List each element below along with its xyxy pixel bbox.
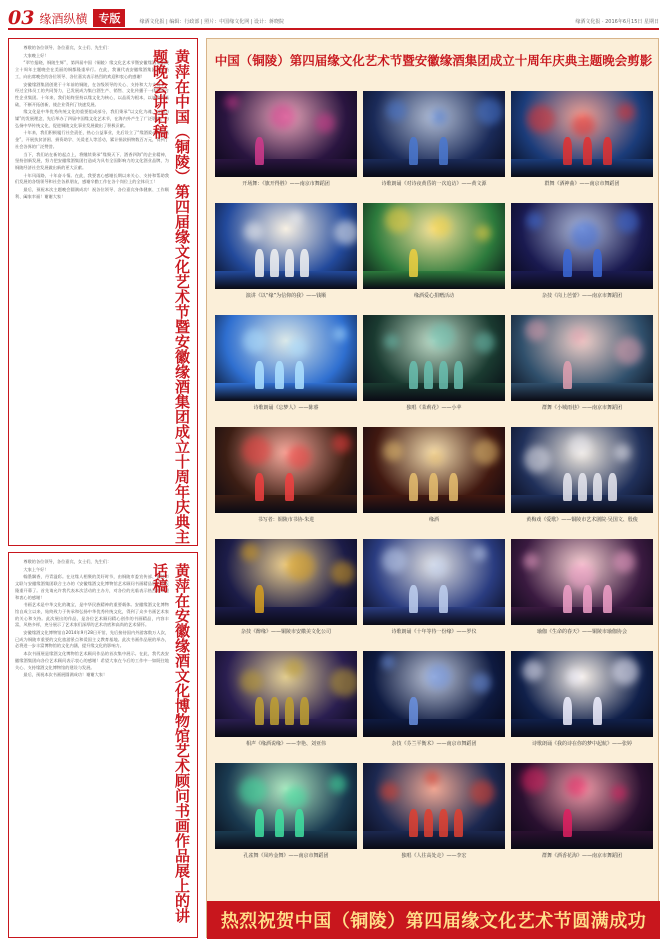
stage-light xyxy=(334,220,357,245)
performer-figure xyxy=(285,697,294,725)
stage-floor xyxy=(511,271,653,289)
stage-photo xyxy=(363,763,505,849)
gallery-photo xyxy=(363,763,505,865)
stage-photo xyxy=(511,203,653,289)
stage-floor xyxy=(215,607,357,625)
performer-figure xyxy=(409,361,418,389)
stage-light xyxy=(381,655,395,669)
stage-light xyxy=(239,777,267,805)
stage-light xyxy=(473,439,499,465)
photo-caption: 诗歌朗诵《忘梦人》——陈睿 xyxy=(253,405,319,411)
stage-light xyxy=(525,319,547,341)
performer-figure xyxy=(429,473,438,501)
stage-light xyxy=(331,561,355,585)
celebration-banner xyxy=(207,901,660,939)
stage-light xyxy=(612,658,639,685)
gallery-photo xyxy=(511,91,653,193)
stage-light xyxy=(241,543,259,561)
stage-light xyxy=(475,225,491,241)
stage-light xyxy=(522,660,543,681)
stage-floor xyxy=(511,383,653,401)
performer-figure xyxy=(454,361,463,389)
performer-figure xyxy=(255,697,264,725)
article-paragraph: 尊敬的各位领导、各位嘉宾，女士们、先生们： xyxy=(23,45,112,50)
performer-figure xyxy=(439,809,448,837)
stage-light xyxy=(289,211,303,225)
performer-figure xyxy=(593,473,602,501)
stage-light xyxy=(427,557,447,577)
stage-light xyxy=(611,785,627,801)
stage-light xyxy=(284,786,307,809)
stage-photo xyxy=(363,651,505,737)
performer-figure xyxy=(255,361,264,389)
stage-light xyxy=(615,337,643,365)
stage-light xyxy=(429,323,455,349)
photo-caption: 群舞《小城雨巷》——南京市舞蹈团 xyxy=(541,405,622,411)
article-speech-exhibition xyxy=(8,552,198,938)
performer-figure xyxy=(563,137,572,165)
photo-caption: 群舞《酒神曲》——南京市舞蹈团 xyxy=(544,181,620,187)
gallery-photo xyxy=(215,315,357,417)
stage-photo xyxy=(511,763,653,849)
stage-light xyxy=(472,546,487,561)
stage-light xyxy=(617,103,635,121)
stage-photo xyxy=(363,91,505,177)
photo-caption: 黄梅戏《爱歌》——铜陵市艺术剧院·吴国文、殷俊 xyxy=(526,517,638,523)
photo-caption: 瑜伽《生命的春天》——铜陵市瑜伽协会 xyxy=(536,629,627,635)
stage-light xyxy=(527,105,555,133)
stage-photo xyxy=(511,651,653,737)
stage-light xyxy=(566,776,587,797)
gallery-photo xyxy=(511,315,653,417)
article-paragraph: 书画艺术是中华文化的瑰宝，是中华民族精神的重要载体。安徽缘酒文化博物馆自成立以来，始终致力于传承和弘扬中华优秀传统文化，得到了众多书画艺术家的关心和支持。此次展出的作品，是各位艺术顾问精心创作的书画精品，内容丰富，风格多样，充分展示了艺术家们深厚的艺术功底和高尚的艺术情怀。 xyxy=(15,602,169,628)
stage-floor xyxy=(363,831,505,849)
article-title: 黄萍在安徽缘酒文化博物馆艺术顾问书画作品展上的讲话稿 xyxy=(151,563,191,923)
special-edition-badge: 专版 xyxy=(93,9,125,27)
performer-figure xyxy=(409,585,418,613)
stage-photo xyxy=(511,315,653,401)
stage-photo xyxy=(511,427,653,513)
gallery-photo xyxy=(215,763,357,865)
gallery-photo xyxy=(511,651,653,753)
article-body xyxy=(15,45,169,201)
gallery-photo xyxy=(511,427,653,529)
performer-figure xyxy=(255,473,264,501)
stage-light xyxy=(613,551,635,573)
stage-light xyxy=(523,553,539,569)
stage-light xyxy=(332,434,351,453)
stage-light xyxy=(244,222,263,241)
page-number: 03 xyxy=(8,7,35,29)
performer-figure xyxy=(608,473,617,501)
stage-light xyxy=(382,548,407,573)
article-paragraph: 翰墨飘香，丹青溢彩。在这缘人相聚的美好时节，由铜陵市委宣传部、铜陵市文联与安徽缘酒集团联合主办的《安徽缘酒文化博物馆艺术顾问书画精品展》今天隆重开幕了。首先请允许我代表本次活动的主办方，对各位的光临表示热烈的欢迎和衷心的感谢！ xyxy=(15,574,169,600)
photo-caption: 诗歌朗诵《对诗夜黄昏的一次追访》——黄文源 xyxy=(381,181,487,187)
performer-figure xyxy=(409,473,418,501)
gallery-title: 中国（铜陵）第四届缘文化艺术节暨安徽缘酒集团成立十周年庆典主题晚会剪影 xyxy=(214,53,653,68)
stage-light xyxy=(524,446,551,473)
performer-figure xyxy=(300,249,309,277)
stage-light xyxy=(385,207,411,233)
stage-photo xyxy=(363,203,505,289)
stage-light xyxy=(286,552,315,581)
performer-figure xyxy=(563,809,572,837)
performer-figure xyxy=(270,697,279,725)
stage-photo xyxy=(215,203,357,289)
gallery-photo xyxy=(363,91,505,193)
gallery-photo xyxy=(215,427,357,529)
stage-light xyxy=(570,328,587,345)
stage-floor xyxy=(363,159,505,177)
article-paragraph: 大家上午好！ xyxy=(23,566,49,572)
stage-light xyxy=(384,334,399,349)
gallery-photo xyxy=(363,651,505,753)
stage-light xyxy=(329,775,347,793)
photo-caption: 杂技《芬兰平衡术》——南京市舞蹈团 xyxy=(391,741,477,747)
stage-light xyxy=(225,95,239,109)
stage-light xyxy=(288,338,307,357)
stage-light xyxy=(425,771,439,785)
performer-figure xyxy=(409,249,418,277)
article-paragraph: 最后，预祝本次主题晚会圆满成功！祝各位领导、各位嘉宾身体健康、工作顺利、阖家幸福！谢谢大家！ xyxy=(15,187,169,199)
stage-light xyxy=(431,109,447,125)
performer-figure xyxy=(409,809,418,837)
stage-light xyxy=(569,435,591,457)
photo-caption: 相声《缘酒说缘》——李艳、刘亚伟 xyxy=(245,741,326,747)
stage-light xyxy=(521,767,547,793)
stage-floor xyxy=(363,719,505,737)
stage-light xyxy=(616,210,639,233)
gallery-photo xyxy=(363,427,505,529)
performer-figure xyxy=(300,697,309,725)
stage-photo xyxy=(215,539,357,625)
performer-figure xyxy=(424,809,433,837)
stage-light xyxy=(315,113,335,133)
gallery-photo xyxy=(215,91,357,193)
stage-photo xyxy=(215,91,357,177)
stage-floor xyxy=(215,383,357,401)
article-paragraph: 尊敬的各位领导，各位嘉宾，女士们，先生们： xyxy=(23,559,112,564)
stage-light xyxy=(614,444,631,461)
gallery-photo xyxy=(215,539,357,641)
article-paragraph: 十年来，我们积极履行社会责任，热心公益事业，先后设立了“缘酒爱心助学基金”，开展扶贫济困、捐资助学、关爱老人等活动，累计捐款捐物数百万元，得到了社会各界的广泛赞誉。 xyxy=(15,130,169,149)
photo-caption: 演讲《以“缘”为信仰的我》——钱顺 xyxy=(245,293,327,299)
stage-light xyxy=(330,668,357,697)
stage-light xyxy=(572,114,595,137)
stage-photo xyxy=(511,91,653,177)
gallery-photo xyxy=(363,539,505,641)
article-title: 黄萍在中国（铜陵）第四届缘文化艺术节暨安徽缘酒集团成立十周年庆典主题晚会讲话稿 xyxy=(151,49,191,544)
performer-figure xyxy=(439,361,448,389)
section-name: 缘酒纵横 xyxy=(39,12,88,26)
gallery-photo xyxy=(363,203,505,305)
photo-caption: 书写者：铜陵市书协·朱进 xyxy=(257,517,315,523)
photo-caption: 独唱《人往高处走》——李宏 xyxy=(401,853,467,859)
article-body xyxy=(15,559,169,680)
masthead xyxy=(8,8,659,30)
performer-figure xyxy=(439,585,448,613)
stage-photo xyxy=(215,763,357,849)
stage-photo xyxy=(215,651,357,737)
photo-gallery xyxy=(206,38,659,938)
stage-floor xyxy=(511,159,653,177)
performer-figure xyxy=(255,809,264,837)
stage-light xyxy=(471,673,491,693)
issue-date: 缘酒文化报 · 2016年6月15日 星期日 xyxy=(575,19,659,25)
article-speech-anniversary xyxy=(8,38,198,546)
stage-light xyxy=(474,332,495,353)
stage-floor xyxy=(511,719,653,737)
stage-light xyxy=(333,327,347,341)
stage-light xyxy=(571,221,599,249)
performer-figure xyxy=(563,361,572,389)
photo-caption: 孔雀舞《凤吟金舞》——南京市舞蹈团 xyxy=(243,853,329,859)
stage-light xyxy=(242,436,271,465)
banner-text: 热烈祝贺中国（铜陵）第四届缘文化艺术节圆满成功 xyxy=(220,911,647,932)
stage-light xyxy=(428,450,443,465)
stage-photo xyxy=(363,539,505,625)
stage-photo xyxy=(215,427,357,513)
stage-light xyxy=(476,98,503,125)
gallery-photo xyxy=(511,539,653,641)
stage-floor xyxy=(511,607,653,625)
performer-figure xyxy=(285,473,294,501)
performer-figure xyxy=(583,585,592,613)
performer-figure xyxy=(583,137,592,165)
article-paragraph: 最后，预祝本次书画展圆满成功！谢谢大家！ xyxy=(23,672,108,678)
performer-figure xyxy=(285,249,294,277)
photo-caption: 开场舞：《旗开得胜》——南京市舞蹈团 xyxy=(242,181,330,187)
gallery-photo xyxy=(511,203,653,305)
performer-figure xyxy=(409,697,418,725)
photo-caption: 杂技《岗上芭蕾》——南京市舞蹈团 xyxy=(541,293,622,299)
performer-figure xyxy=(255,249,264,277)
performer-figure xyxy=(593,697,602,725)
performer-figure xyxy=(449,473,458,501)
performer-figure xyxy=(409,137,418,165)
performer-figure xyxy=(270,249,279,277)
performer-figure xyxy=(295,809,304,837)
gallery-photo xyxy=(215,651,357,753)
photo-caption: 缘酒 xyxy=(428,517,439,523)
credits-line: 缘酒文化报 | 编辑：行政部 | 照片：中国缘文化网 | 设计：蒋晓院 xyxy=(139,19,285,25)
stage-light xyxy=(526,212,543,229)
gallery-photo xyxy=(363,315,505,417)
stage-light xyxy=(470,780,495,805)
performer-figure xyxy=(275,809,284,837)
article-paragraph: 十年风雨路，十年奋斗情。在此，我要衷心感谢长期以来关心、支持和帮助我们发展的各级领导和社会各界朋友，感谢辛勤工作在各个岗位上的全体员工！ xyxy=(15,172,169,185)
performer-figure xyxy=(578,473,587,501)
stage-floor xyxy=(215,831,357,849)
performer-figure xyxy=(603,137,612,165)
stage-light xyxy=(380,782,399,801)
article-paragraph: “翠竹报晓，铜陵生辉”，第四届中国（铜陵）缘文化艺术节暨安徽缘酒集团成立十周年主题晚会在美丽的铜都隆重举行。在此，我谨代表安徽缘酒集团全体员工，向出席晚会的各位领导、各位嘉宾表示热烈的欢迎和衷心的感谢！ xyxy=(15,60,169,79)
photo-caption: 诗歌朗诵《十年等待一份缘》——罗仪 xyxy=(391,629,477,635)
article-paragraph: 安徽缘酒集团创建于十年前的铜陵，在各级领导的关心、支持和大力支持下，经过全体员工的共同努力，已发展成为集白酒生产、销售、文化传播于一体的综合性企业集团。十年来，我们始终坚持以缘文化为核心，以品质为根本，以诚信为基础，不断开拓创新，使企业得到了快速发展。 xyxy=(15,81,169,107)
gallery-photo xyxy=(511,763,653,865)
stage-light xyxy=(383,441,403,461)
stage-light xyxy=(567,669,583,685)
performer-figure xyxy=(593,249,602,277)
performer-figure xyxy=(563,249,572,277)
stage-light xyxy=(240,670,263,693)
performer-figure xyxy=(603,585,612,613)
photo-caption: 缘酒爱心捐赠活动 xyxy=(413,293,454,299)
stage-light xyxy=(270,104,295,129)
stage-light xyxy=(568,562,595,589)
stage-floor xyxy=(363,607,505,625)
performer-figure xyxy=(424,361,433,389)
performer-figure xyxy=(563,585,572,613)
stage-light xyxy=(243,329,267,353)
stage-light xyxy=(285,659,303,677)
stage-light xyxy=(386,100,407,121)
photo-caption: 诗歌朗诵《我的诗在你的梦中起航》——张婷 xyxy=(531,741,632,747)
performer-figure xyxy=(563,473,572,501)
performer-figure xyxy=(275,361,284,389)
stage-photo xyxy=(511,539,653,625)
performer-figure xyxy=(454,809,463,837)
photo-caption: 独唱《茉莉花》——小苹 xyxy=(406,405,462,411)
article-paragraph: 大家晚上好！ xyxy=(23,52,49,58)
article-paragraph: 当下，我们站在新的起点上，将继续秉承“缘聚天下、酒香四海”的企业精神，坚持创新发展，努力把安徽缘酒集团打造成为具有全国影响力的文化酒业品牌，为铜陵经济社会发展做出新的更大贡献。 xyxy=(15,151,169,170)
performer-figure xyxy=(563,697,572,725)
photo-caption: 杂技《醉缘》——铜陵市安徽美文化公司 xyxy=(240,629,331,635)
gallery-photo xyxy=(215,203,357,305)
stage-light xyxy=(287,445,311,469)
stage-photo xyxy=(363,427,505,513)
performer-figure xyxy=(255,585,264,613)
stage-floor xyxy=(511,831,653,849)
stage-photo xyxy=(363,315,505,401)
stage-floor xyxy=(215,159,357,177)
photo-caption: 群舞《酒香花海》——南京市舞蹈团 xyxy=(541,853,622,859)
stage-photo xyxy=(215,315,357,401)
stage-light xyxy=(430,216,451,237)
article-paragraph: 安徽缘酒文化博物馆自2014年9月28日开馆，先后接待国内外游客数万人次，已成为铜陵市重要的文化旅游景点和爱国主义教育基地。此次书画作品展的举办，必将进一步丰富博物馆的文化内涵，提升缘文化的影响力。 xyxy=(15,630,169,649)
performer-figure xyxy=(439,137,448,165)
stage-floor xyxy=(363,271,505,289)
article-paragraph: 本次书画展是缘酒文化博物馆艺术顾问作品的首次集中展示。在此，我代表安徽缘酒集团向各位艺术顾问表示衷心的感谢！希望大家在今后的工作中一如既往地关心、支持缘酒文化博物馆的建设与发展。 xyxy=(15,651,169,670)
performer-figure xyxy=(255,137,264,165)
stage-floor xyxy=(363,383,505,401)
stage-light xyxy=(426,664,451,689)
article-paragraph: 缘文化是中华优秀传统文化的重要组成部分，我们秉承“以文化为魂、以酒为媒”的发展理念，先后举办了四届中国缘文化艺术节，在海内外产生了广泛影响，为弘扬中华传统文化、促进铜陵文化事业发展做出了积极贡献。 xyxy=(15,109,169,128)
performer-figure xyxy=(295,361,304,389)
